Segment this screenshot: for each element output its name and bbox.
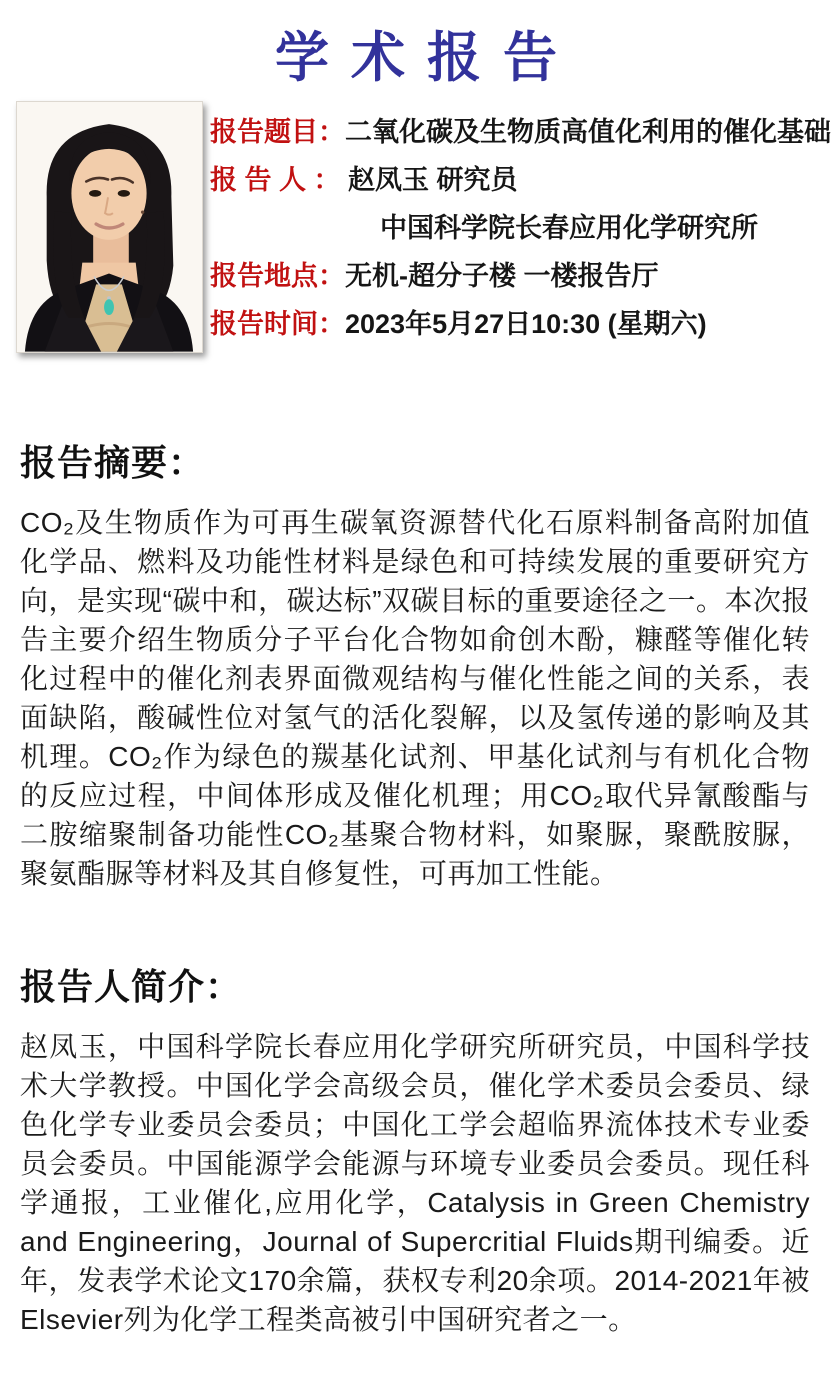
- bio-text: 赵凤玉，中国科学院长春应用化学研究所研究员，中国科学技术大学教授。中国化学会高级会员，催化学术委员会委员、绿色化学专业委员会委员；中国化工学会超临界流体技术专业委员会委员。中国能源学会能源与环境专业委员会委员。现任科学通报，工业催化,应用化学，Catalysis in Green Chemistry and Engineering，Journal of Supercritial Fluids期刊编委。近年，发表学术论文170余篇，获权专利20余项。2014-2021年被Elsevier列为化学工程类高被引中国研究者之一。: [20, 1030, 810, 1335]
- header-row: [0, 101, 832, 353]
- location-label: 报告地点：: [210, 260, 345, 291]
- location-value: 无机-超分子楼 一楼报告厅: [345, 260, 659, 291]
- page-title: 学术报告: [275, 25, 579, 89]
- topic-value: 二氧化碳及生物质高值化利用的催化基础: [345, 116, 831, 147]
- speaker-value: 赵凤玉 研究员: [340, 164, 518, 195]
- time-label: 报告时间：: [210, 308, 345, 339]
- info-row-topic: [210, 108, 832, 156]
- info-row-time: [210, 300, 832, 348]
- bio-heading: 报告人简介：: [20, 965, 243, 1007]
- affiliation-value: 中国科学院长春应用化学研究所: [380, 212, 758, 243]
- abstract-text: CO₂及生物质作为可再生碳氧资源替代化石原料制备高附加值化学品、燃料及功能性材料是绿色和可持续发展的重要研究方向，是实现“碳中和，碳达标”双碳目标的重要途径之一。本次报告主要介绍生物质分子平台化合物如俞创木酚，糠醛等催化转化过程中的催化剂表界面微观结构与催化性能之间的关系，表面缺陷，酸碱性位对氢气的活化裂解，以及氢传递的影响及其机理。CO₂作为绿色的羰基化试剂、甲基化试剂与有机化合物的反应过程，中间体形成及催化机理；用CO₂取代异氰酸酯与二胺缩聚制备功能性CO₂基聚合物材料，如聚脲，聚酰胺脲，聚氨酯脲等材料及其自修复性，可再加工性能。: [20, 506, 810, 889]
- speaker-portrait-image: [17, 102, 202, 352]
- info-row-affiliation: [210, 204, 832, 252]
- speaker-label: 报 告 人 ：: [210, 164, 341, 195]
- abstract-section: [0, 435, 832, 893]
- info-row-speaker: [210, 156, 832, 204]
- speaker-photo: [16, 101, 203, 353]
- info-section: [210, 101, 832, 348]
- abstract-heading: 报告摘要：: [20, 441, 206, 483]
- bio-section: [0, 959, 832, 1339]
- time-value: 2023年5月27日10:30 (星期六): [345, 308, 707, 339]
- info-row-location: [210, 252, 832, 300]
- topic-label: 报告题目：: [210, 116, 345, 147]
